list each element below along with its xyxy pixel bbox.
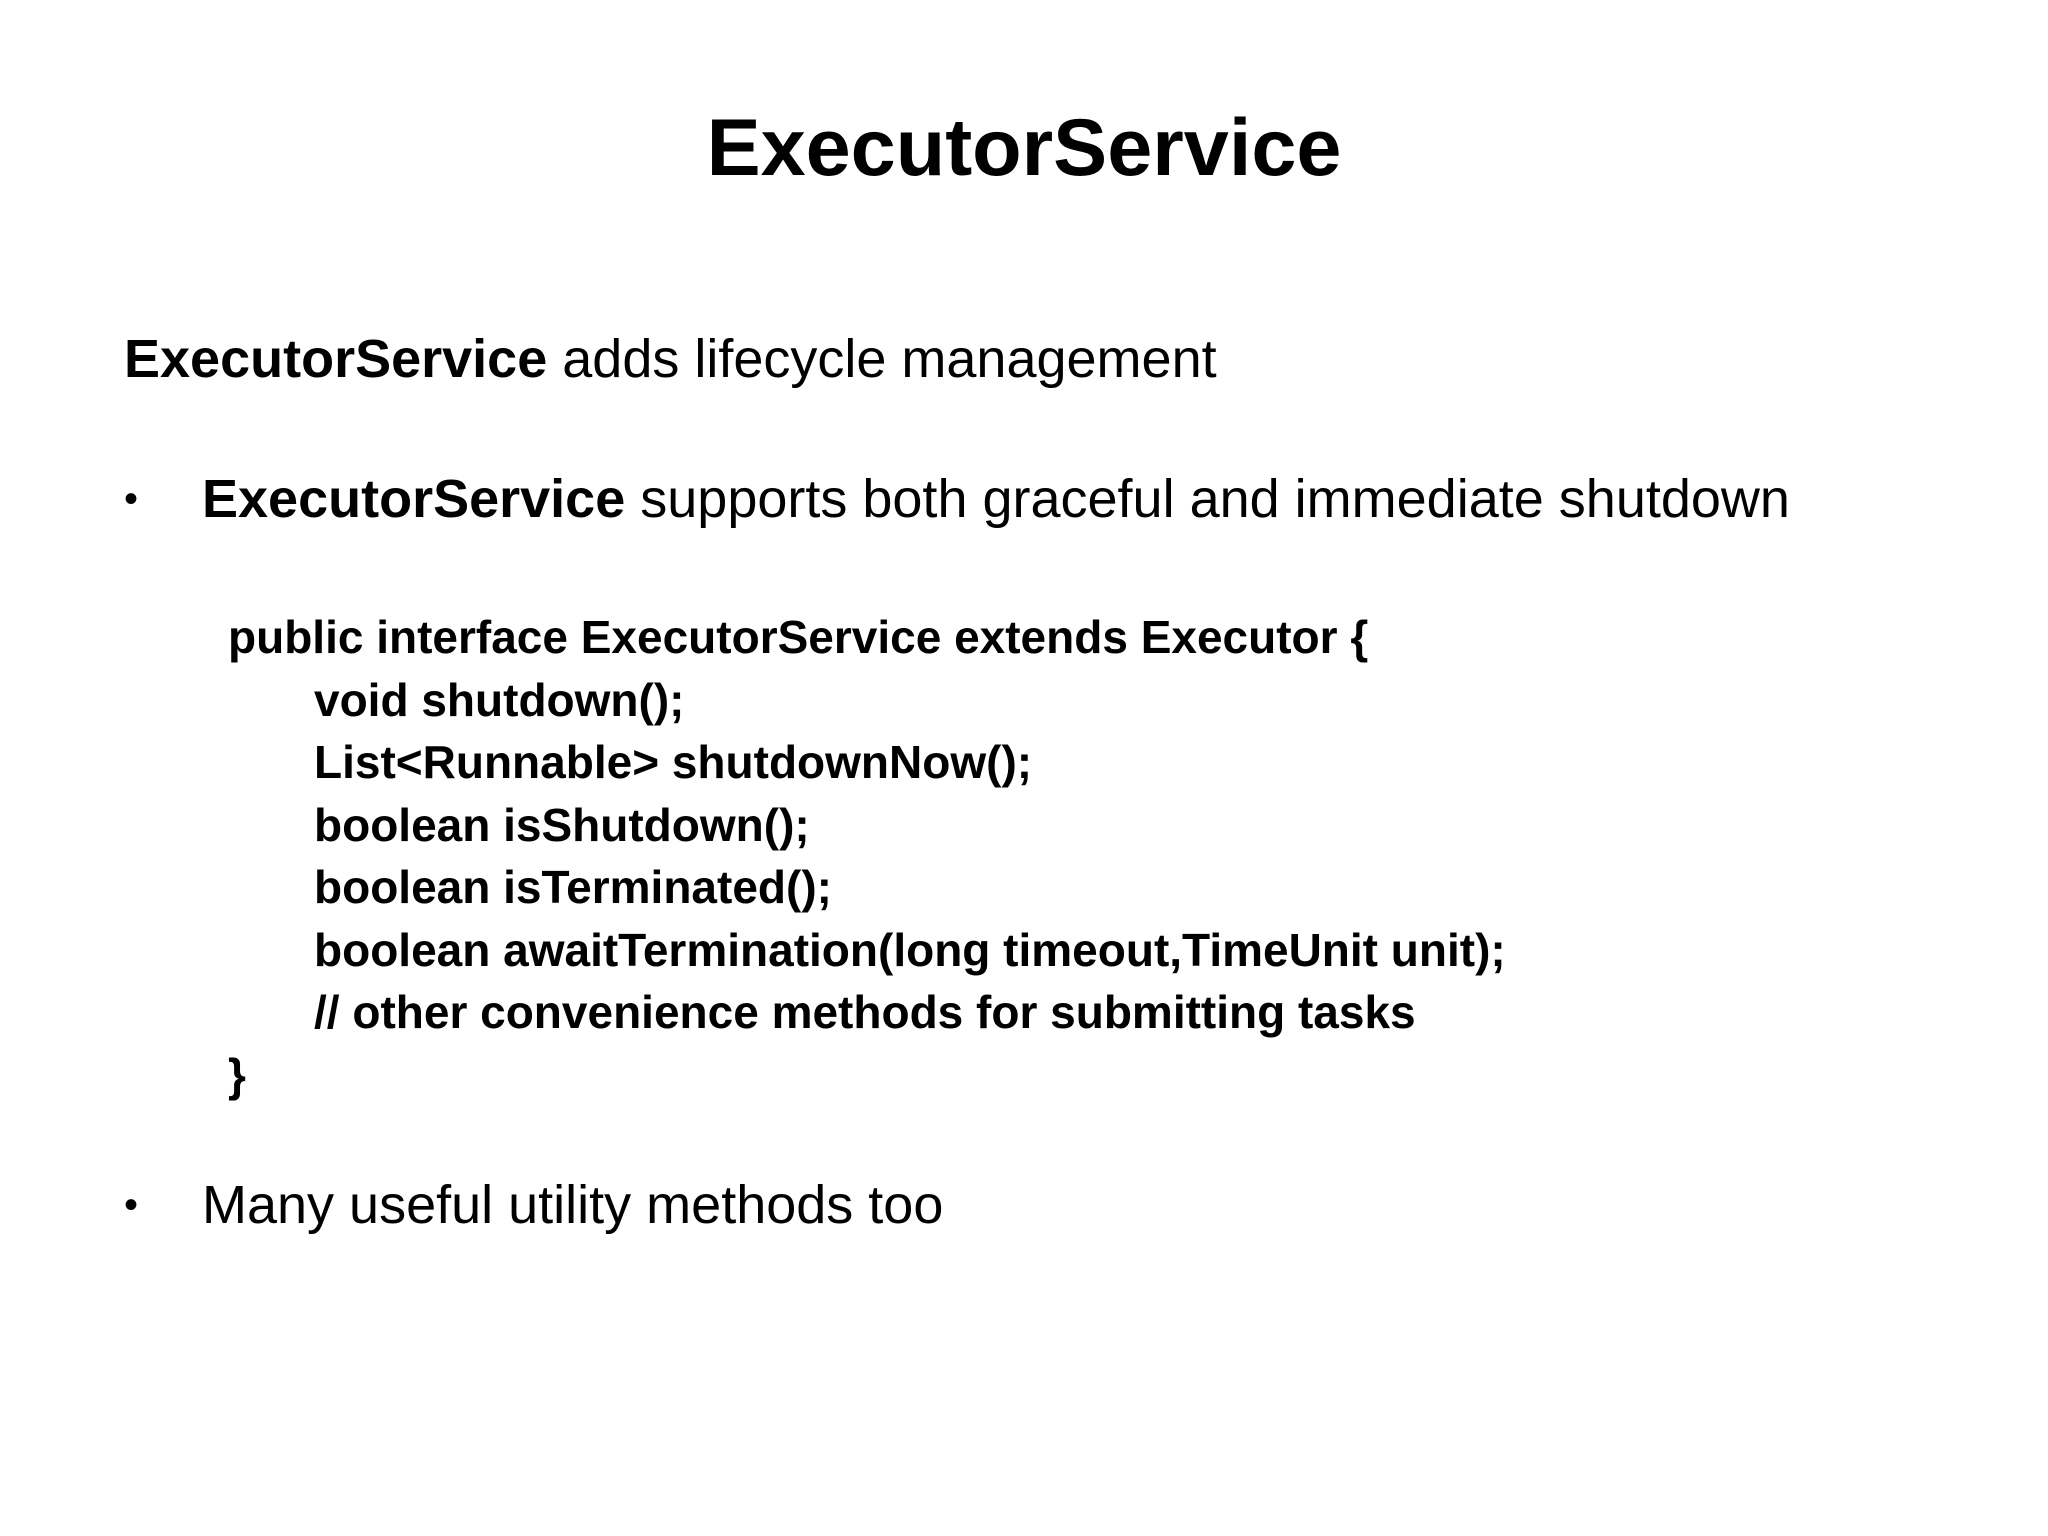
bullet-keyword: ExecutorService (202, 469, 626, 529)
slide-title: ExecutorService (706, 103, 1342, 193)
intro-keyword: ExecutorService (124, 329, 548, 389)
bullet-marker: • (124, 1183, 139, 1227)
bullet-text (202, 1172, 943, 1238)
code-line: List<Runnable> shutdownNow(); (314, 736, 1033, 788)
bullet-rest: Many useful utility methods too (202, 1175, 944, 1235)
bullet-rest: supports both graceful and immediate shutdown (625, 469, 1790, 529)
code-line: boolean awaitTermination(long timeout,TimeUnit unit); (314, 923, 1506, 976)
bullet-marker: • (124, 477, 139, 521)
code-line-open: public interface ExecutorService extends Executor { (228, 611, 1369, 663)
intro-text: adds lifecycle management (547, 329, 1217, 389)
code-line: void shutdown(); (314, 673, 685, 726)
code-line: boolean isTerminated(); (314, 861, 832, 913)
intro-line (124, 326, 1217, 392)
bullet-text (202, 466, 1790, 532)
code-line-close: } (228, 1048, 246, 1101)
code-line: boolean isShutdown(); (314, 798, 810, 851)
code-line: // other convenience methods for submitting tasks (314, 986, 1416, 1038)
code-block (228, 606, 1506, 1106)
